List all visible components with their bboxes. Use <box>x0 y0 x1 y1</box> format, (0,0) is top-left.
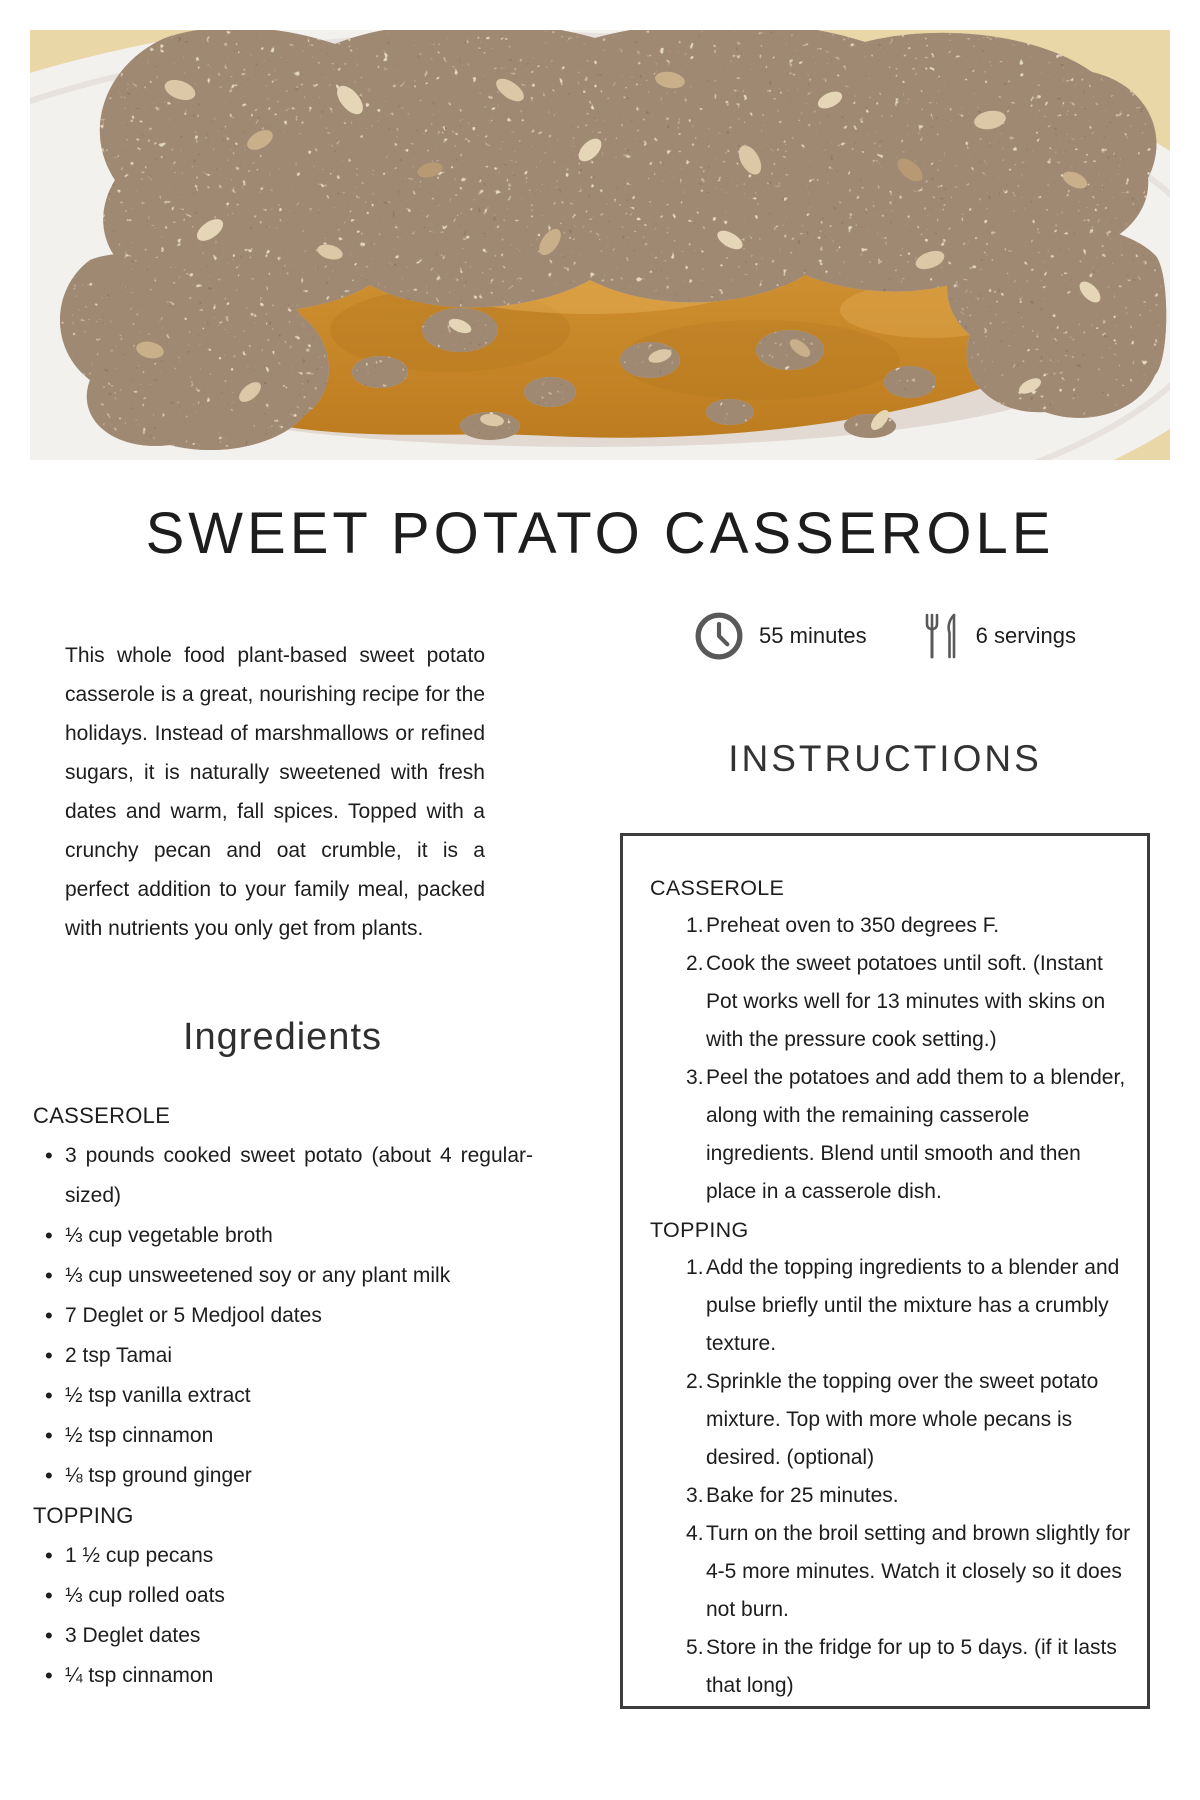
ingredient-item: • ⅓ cup unsweetened soy or any plant milk <box>33 1256 533 1296</box>
topping-steps <box>650 1249 1131 1705</box>
instruction-step: Store in the fridge for up to 5 days. (if it lasts that long) <box>706 1636 1117 1697</box>
ingredient-item: • 3 pounds cooked sweet potato (about 4 regular-sized) <box>33 1136 533 1216</box>
topping-ingredients <box>33 1536 533 1696</box>
clock-icon <box>694 611 744 661</box>
utensils-icon <box>921 612 961 660</box>
recipe-meta <box>620 608 1150 664</box>
casserole-photo-art <box>30 30 1170 460</box>
ingredient-item: • 1 ½ cup pecans <box>33 1536 533 1576</box>
ingredients-heading: Ingredients <box>182 1016 382 1058</box>
ingredient-item: • 3 Deglet dates <box>33 1616 533 1656</box>
time-label: 55 minutes <box>759 623 867 648</box>
ingredients-section-casserole: CASSEROLE <box>33 1103 171 1128</box>
instruction-step: Cook the sweet potatoes until soft. (Instant Pot works well for 13 minutes with skins on with the pressure cook setting.) <box>706 952 1106 1051</box>
casserole-ingredients <box>33 1136 533 1496</box>
servings-label: 6 servings <box>975 623 1076 648</box>
recipe-description: This whole food plant-based sweet potato casserole is a great, nourishing recipe for the holidays. Instead of marshmallows or refined sugars, it is naturally sweetened with fresh dates and warm, fall spices. Topped with a crunchy pecan and oat crumble, it is a perfect addition to your family meal, packed with nutrients you only get from plants. <box>65 644 485 940</box>
ingredient-item: • 7 Deglet or 5 Medjool dates <box>33 1296 533 1336</box>
ingredient-item: • ½ tsp cinnamon <box>33 1416 533 1456</box>
ingredient-item: • 2 tsp Tamai <box>33 1336 533 1376</box>
instruction-step: Add the topping ingredients to a blender and pulse briefly until the mixture has a crumbly texture. <box>706 1256 1120 1355</box>
time-meta <box>694 611 867 661</box>
casserole-photo <box>30 30 1170 460</box>
instructions-section-topping: TOPPING <box>650 1218 749 1242</box>
instruction-step: Preheat oven to 350 degrees F. <box>706 914 1000 937</box>
ingredient-item: • ⅓ cup vegetable broth <box>33 1216 533 1256</box>
ingredient-item: • ½ tsp vanilla extract <box>33 1376 533 1416</box>
instruction-step: Bake for 25 minutes. <box>706 1484 899 1507</box>
instructions-section-casserole: CASSEROLE <box>650 876 785 900</box>
ingredients-list <box>33 1096 533 1696</box>
ingredient-item: • ¼ tsp cinnamon <box>33 1656 533 1696</box>
instruction-step: Peel the potatoes and add them to a blender, along with the remaining casserole ingredients. Blend until smooth and then place in a casserole dish. <box>706 1066 1126 1203</box>
page-title: SWEET POTATO CASSEROLE <box>145 501 1055 566</box>
instruction-step: Turn on the broil setting and brown slightly for 4-5 more minutes. Watch it closely so it does not burn. <box>706 1522 1131 1621</box>
ingredient-item: • ⅓ cup rolled oats <box>33 1576 533 1616</box>
casserole-steps <box>650 907 1131 1211</box>
instructions-box <box>620 833 1150 1709</box>
instructions-heading: INSTRUCTIONS <box>728 738 1042 779</box>
instruction-step: Sprinkle the topping over the sweet potato mixture. Top with more whole pecans is desired. (optional) <box>706 1370 1099 1469</box>
ingredient-item: • ⅛ tsp ground ginger <box>33 1456 533 1496</box>
ingredients-section-topping: TOPPING <box>33 1503 134 1528</box>
servings-meta <box>921 612 1076 660</box>
